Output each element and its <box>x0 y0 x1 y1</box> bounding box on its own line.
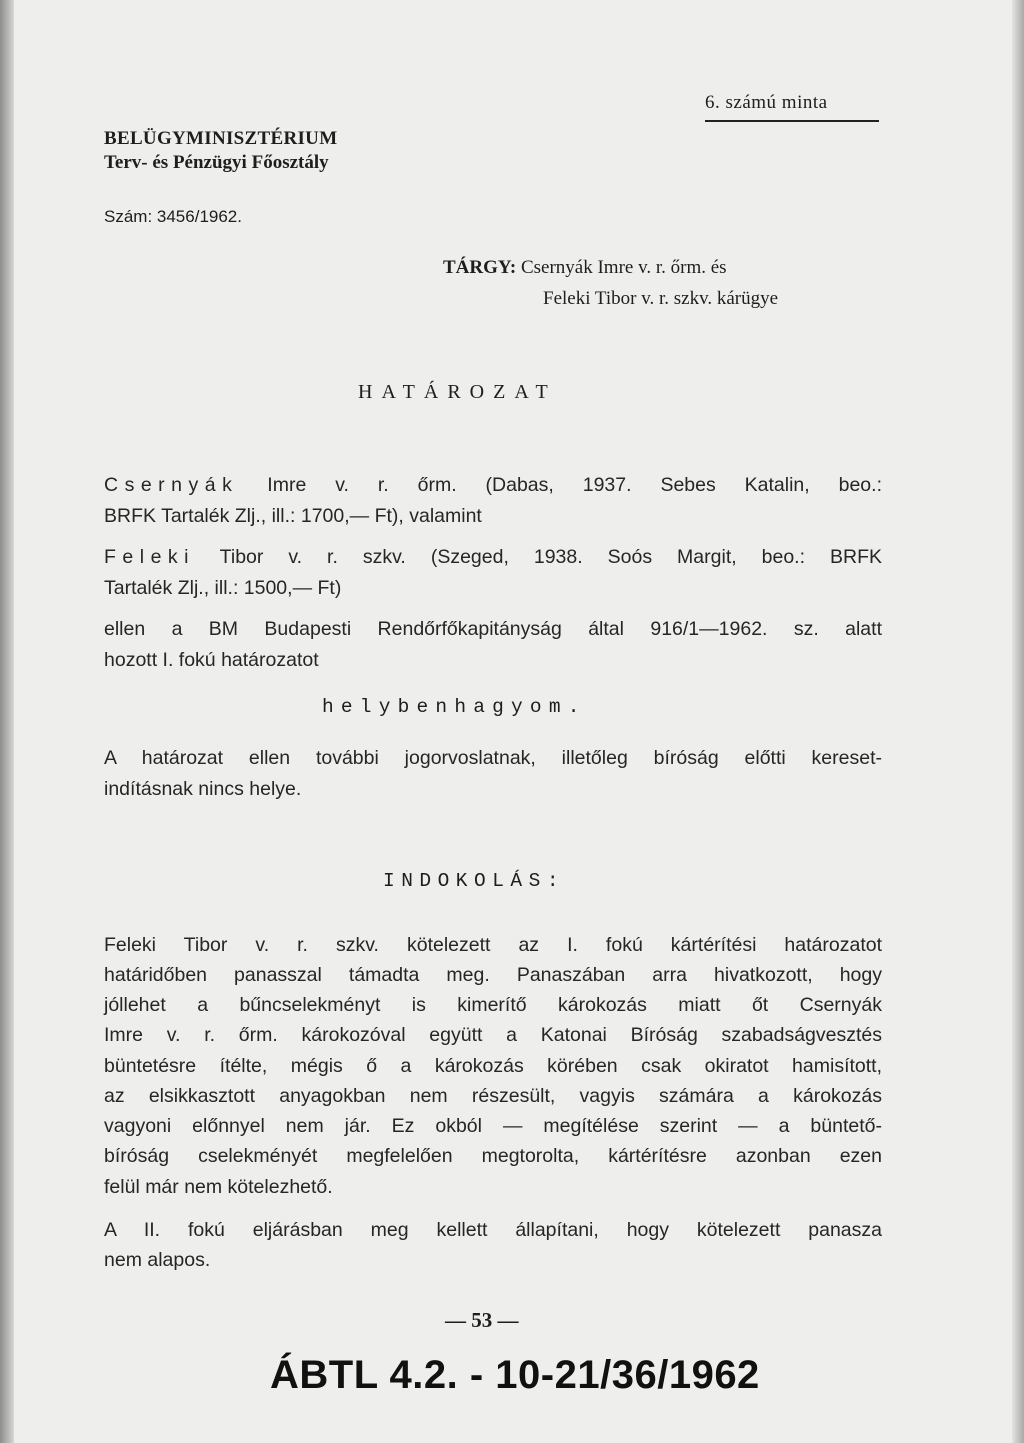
party2-details: Tibor v. r. szkv. (Szeged, 1938. Soós Margit, beo.: BRFK <box>219 546 882 568</box>
department-name: Terv- és Pénzügyi Főosztály <box>104 152 329 173</box>
page-number: — 53 — <box>445 1308 519 1332</box>
reasoning-line: az elsikkasztott anyagokban nem részesült, vagyis számára a károkozás <box>104 1085 882 1107</box>
reasoning-line: Imre v. r. őrm. károkozóval együtt a Katonai Bíróság szabadságvesztés <box>104 1024 882 1046</box>
subject-label: TÁRGY: <box>443 257 517 278</box>
reasoning-line: határidőben panasszal támadta meg. Panaszában arra hivatkozott, hogy <box>104 964 882 986</box>
reasoning-p2-line2: nem alapos. <box>104 1249 211 1271</box>
party2-line1 <box>104 546 882 569</box>
subject-line-2: Feleki Tibor v. r. szkv. kárügye <box>543 288 779 309</box>
decision-title: HATÁROZAT <box>358 381 557 403</box>
subject-line-1 <box>443 257 727 279</box>
remedy-line-2: indításnak nincs helye. <box>104 778 302 800</box>
reasoning-line: vagyoni előnnyel nem jár. Ez okból — megítélése szerint — a büntető- <box>104 1115 882 1137</box>
party1-details: Imre v. r. őrm. (Dabas, 1937. Sebes Katalin, beo.: <box>267 474 882 496</box>
reasoning-line: büntetésre ítélte, mégis ő a károkozás körében csak okiratot hamisított, <box>104 1055 882 1077</box>
reasoning-line: Feleki Tibor v. r. szkv. kötelezett az I. fokú kártérítési határozatot <box>104 934 882 956</box>
sample-label-underline <box>705 120 879 122</box>
ministry-name: BELÜGYMINISZTÉRIUM <box>104 128 338 149</box>
against-line-2: hozott I. fokú határozatot <box>104 649 319 671</box>
page-edge-left <box>0 0 14 1443</box>
reasoning-line: jóllehet a bűncselekményt is kimerítő károkozás miatt őt Csernyák <box>104 994 882 1016</box>
reasoning-p2-line1: A II. fokú eljárásban meg kellett állapítani, hogy kötelezett panasza <box>104 1219 882 1241</box>
archive-reference: ÁBTL 4.2. - 10-21/36/1962 <box>270 1353 760 1397</box>
remedy-line-1: A határozat ellen további jogorvoslatnak, illetőleg bíróság előtti kereset- <box>104 747 882 769</box>
reasoning-last-line: felül már nem kötelezhető. <box>104 1176 333 1198</box>
party1-line1 <box>104 474 882 497</box>
sample-label: 6. számú minta <box>705 92 828 113</box>
reasoning-title: INDOKOLÁS: <box>383 870 566 892</box>
subject-text-1: Csernyák Imre v. r. őrm. és <box>520 257 727 278</box>
party2-surname: Feleki <box>104 546 196 568</box>
party2-line2: Tartalék Zlj., ill.: 1500,— Ft) <box>104 577 342 599</box>
party1-surname: Csernyák <box>104 474 239 496</box>
against-line-1: ellen a BM Budapesti Rendőrfőkapitányság által 916/1—1962. sz. alatt <box>104 618 882 640</box>
ruling-text: helybenhagyom. <box>322 696 587 718</box>
party1-line2: BRFK Tartalék Zlj., ill.: 1700,— Ft), valamint <box>104 505 482 527</box>
reasoning-line: bíróság cselekményét megfelelően megtorolta, kártérítésre azonban ezen <box>104 1145 882 1167</box>
page-edge-right <box>1012 0 1024 1443</box>
file-number: Szám: 3456/1962. <box>104 207 242 226</box>
